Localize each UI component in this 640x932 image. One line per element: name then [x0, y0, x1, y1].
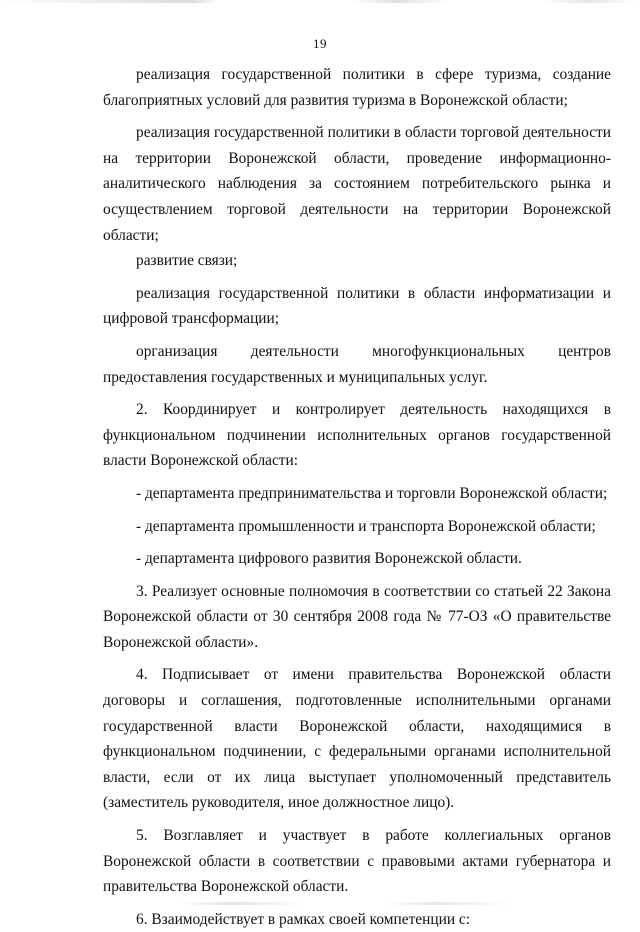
- paragraph-item-5: 5. Возглавляет и участвует в работе коллегиальных органов Воронежской области в соответствии с правовыми актами губернатора и правительства Воронежской области.: [103, 827, 611, 896]
- scan-edge-top: [0, 0, 640, 3]
- list-item-department-industry: - департамента промышленности и транспорта Воронежской области;: [136, 517, 596, 535]
- paragraph-trade: реализация государственной политики в области торговой деятельности на территории Воронежской области, проведение информационно-аналитического наблюдения за состоянием потребительского рынка и осуществлением торговой деятельности на территории Воронежской области;: [103, 124, 611, 244]
- page-number: 19: [313, 36, 327, 51]
- paragraph-item-2: 2. Координирует и контролирует деятельность находящихся в функциональном подчинении исполнительных органов государственной власти Воронежской области:: [103, 401, 611, 470]
- paragraph-mfc: организация деятельности многофункциональных центров предоставления государственных и муниципальных услуг.: [103, 342, 611, 386]
- paragraph-communications: развитие связи;: [136, 252, 238, 270]
- list-item-department-business: - департамента предпринимательства и торговли Воронежской области;: [136, 484, 608, 502]
- paragraph-item-4: 4. Подписывает от имени правительства Воронежской области договоры и соглашения, подготовленные исполнительными органами государственной власти Воронежской области, находящимися в функциональном подчинении, с федеральными органами исполнительной власти, если от их лица выступает уполномоченный представитель (заместитель руководителя, иное должностное лицо).: [103, 666, 611, 812]
- list-item-department-digital: - департамента цифрового развития Воронежской области.: [136, 550, 522, 568]
- paragraph-item-3: 3. Реализует основные полномочия в соответствии со статьей 22 Закона Воронежской области от 30 сентября 2008 года № 77-ОЗ «О правительстве Воронежской области».: [103, 582, 611, 651]
- paragraph-item-6: 6. Взаимодействует в рамках своей компетенции с:: [136, 910, 471, 928]
- document-body: [103, 62, 611, 932]
- paragraph-tourism: реализация государственной политики в сфере туризма, создание благоприятных условий для развития туризма в Воронежской области;: [103, 66, 611, 109]
- paragraph-informatization: реализация государственной политики в области информатизации и цифровой трансформации;: [103, 284, 611, 328]
